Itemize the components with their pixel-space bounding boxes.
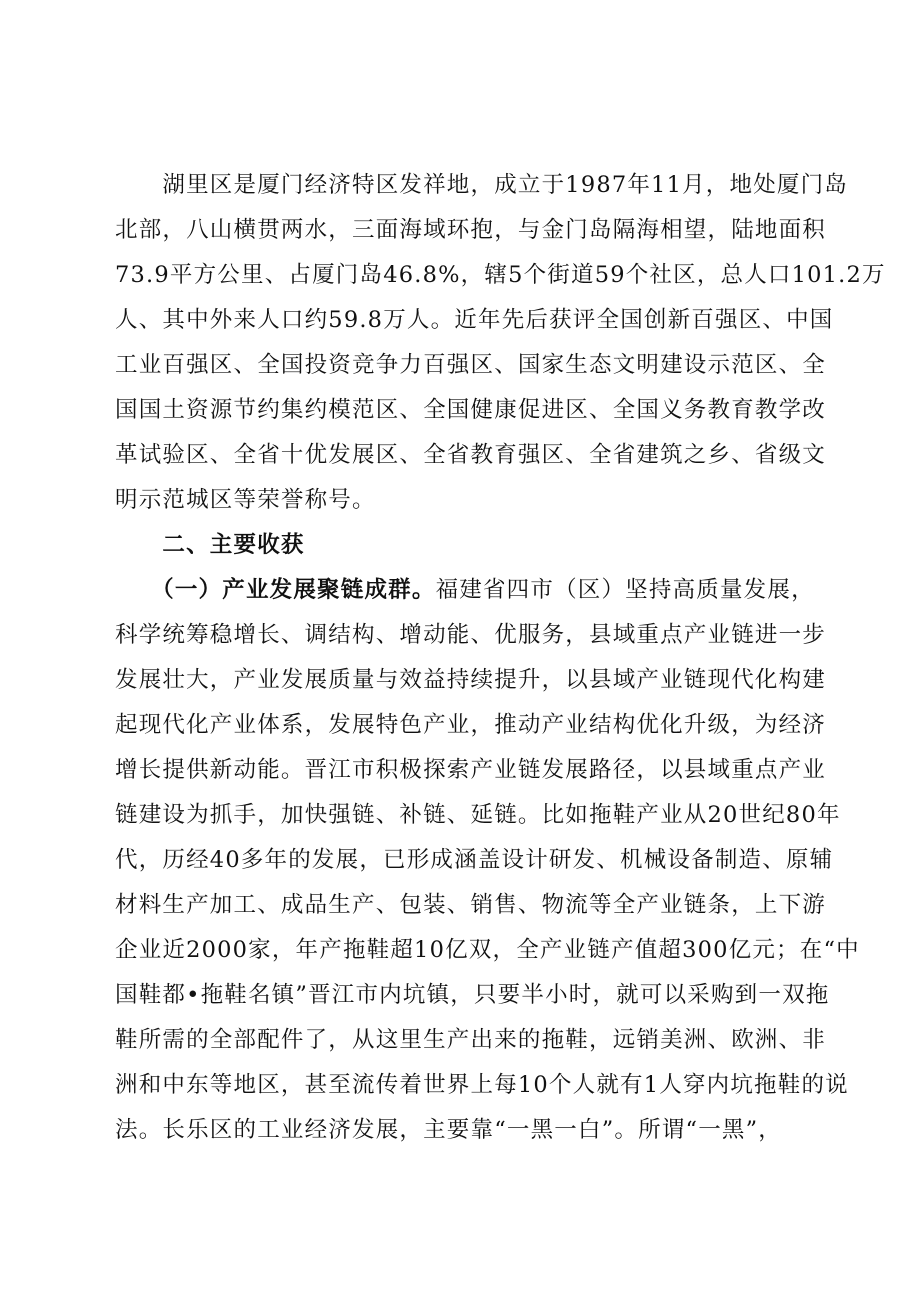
intro-line-4: 人、其中外来人口约59.8万人。近年先后获评全国创新百强区、中国	[115, 307, 834, 333]
body-line-9: 国鞋都•拖鞋名镇”晋江市内坑镇，只要半小时，就可以采购到一双拖	[115, 982, 830, 1008]
body-line-2: 发展壮大，产业发展质量与效益持续提升，以县域产业链现代化构建	[115, 667, 827, 693]
intro-line-6: 国国土资源节约集约模范区、全国健康促进区、全国义务教育教学改	[115, 397, 827, 423]
body-line-11: 洲和中东等地区，甚至流传着世界上每10个人就有1人穿内坑拖鞋的说	[115, 1072, 849, 1098]
intro-line-1: 湖里区是厦门经济特区发祥地，成立于1987年11月，地处厦门岛	[115, 172, 848, 198]
body-line-8: 企业近2000家，年产拖鞋超10亿双，全产业链产值超300亿元；在“中	[115, 937, 860, 963]
intro-line-3: 73.9平方公里、占厦门岛46.8%，辖5个街道59个社区，总人口101.2万	[115, 262, 886, 288]
body-line-12: 法。长乐区的工业经济发展，主要靠“一黑一白”。所谓“一黑”，	[115, 1117, 783, 1143]
body-line-5: 链建设为抓手，加快强链、补链、延链。比如拖鞋产业从20世纪80年	[115, 802, 841, 828]
intro-line-7: 革试验区、全省十优发展区、全省教育强区、全省建筑之乡、省级文	[115, 442, 827, 468]
section-heading: 二、主要收获	[115, 532, 305, 558]
subsection-title: （一）产业发展聚链成群。	[115, 577, 436, 603]
body-line-7: 材料生产加工、成品生产、包装、销售、物流等全产业链条，上下游	[115, 892, 827, 918]
intro-line-5: 工业百强区、全国投资竞争力百强区、国家生态文明建设示范区、全	[115, 352, 827, 378]
subsection-first-line-text: 福建省四市（区）坚持高质量发展，	[435, 577, 815, 603]
subsection-first-line	[115, 573, 815, 607]
body-line-4: 增长提供新动能。晋江市积极探索产业链发展路径，以县域重点产业	[115, 757, 827, 783]
body-line-3: 起现代化产业体系，发展特色产业，推动产业结构优化升级，为经济	[115, 712, 827, 738]
body-line-6: 代，历经40多年的发展，已形成涵盖设计研发、机械设备制造、原辅	[115, 847, 834, 873]
intro-line-2: 北部，八山横贯两水，三面海域环抱，与金门岛隔海相望，陆地面积	[115, 217, 827, 243]
body-line-10: 鞋所需的全部配件了，从这里生产出来的拖鞋，远销美洲、欧洲、非	[115, 1027, 827, 1053]
intro-line-8: 明示范城区等荣誉称号。	[115, 487, 376, 513]
body-line-1: 科学统筹稳增长、调结构、增动能、优服务，县域重点产业链进一步	[115, 622, 827, 648]
